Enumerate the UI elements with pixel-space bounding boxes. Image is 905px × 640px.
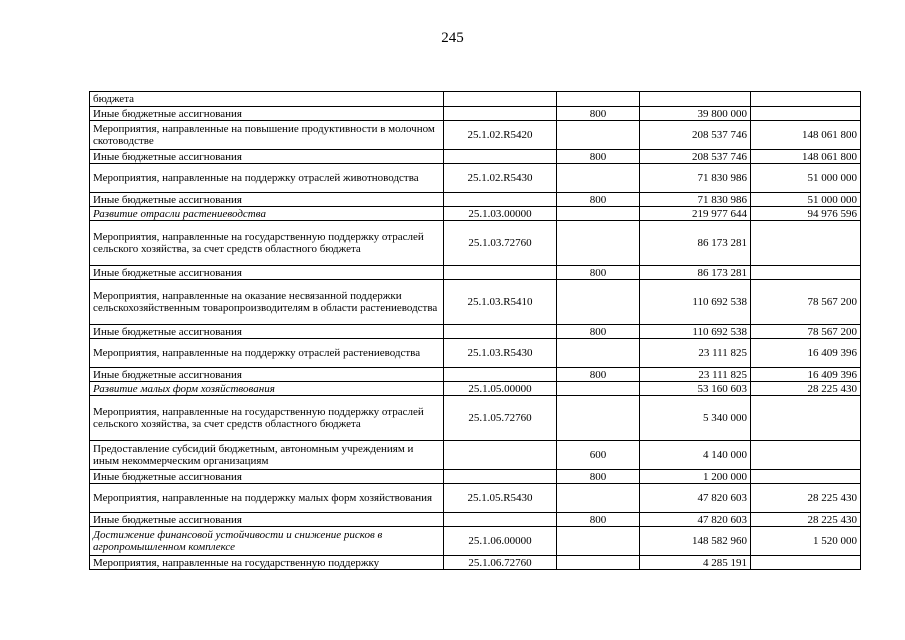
row-expense-type [557, 527, 640, 556]
row-amount-year1: 4 285 191 [640, 556, 751, 570]
row-code: 25.1.05.R5430 [444, 484, 557, 513]
row-amount-year1: 86 173 281 [640, 221, 751, 266]
table-row [90, 121, 861, 150]
row-amount-year2: 28 225 430 [751, 484, 861, 513]
row-name: Развитие малых форм хозяйствования [90, 382, 444, 396]
row-amount-year2: 148 061 800 [751, 150, 861, 164]
table-row [90, 368, 861, 382]
row-amount-year2: 16 409 396 [751, 339, 861, 368]
row-amount-year2: 51 000 000 [751, 164, 861, 193]
row-amount-year1: 148 582 960 [640, 527, 751, 556]
row-amount-year2: 94 976 596 [751, 207, 861, 221]
row-code: 25.1.05.72760 [444, 396, 557, 441]
row-amount-year2: 1 520 000 [751, 527, 861, 556]
row-name: Предоставление субсидий бюджетным, автономным учреждениям и иным некоммерческим организациям [90, 441, 444, 470]
row-name: Мероприятия, направленные на поддержку отраслей животноводства [90, 164, 444, 193]
row-expense-type: 800 [557, 325, 640, 339]
row-amount-year1: 53 160 603 [640, 382, 751, 396]
row-code [444, 266, 557, 280]
table-row [90, 150, 861, 164]
row-expense-type [557, 221, 640, 266]
row-code [444, 325, 557, 339]
row-name: Иные бюджетные ассигнования [90, 107, 444, 121]
row-expense-type: 800 [557, 470, 640, 484]
row-name: Иные бюджетные ассигнования [90, 368, 444, 382]
row-code [444, 92, 557, 107]
row-amount-year1: 47 820 603 [640, 513, 751, 527]
row-amount-year2: 16 409 396 [751, 368, 861, 382]
table-row [90, 107, 861, 121]
row-name: Иные бюджетные ассигнования [90, 266, 444, 280]
row-name: Мероприятия, направленные на повышение продуктивности в молочном скотоводстве [90, 121, 444, 150]
row-code: 25.1.06.72760 [444, 556, 557, 570]
row-amount-year1: 23 111 825 [640, 339, 751, 368]
row-amount-year1: 5 340 000 [640, 396, 751, 441]
row-amount-year2 [751, 396, 861, 441]
row-name: Развитие отрасли растениеводства [90, 207, 444, 221]
row-amount-year1: 110 692 538 [640, 280, 751, 325]
row-amount-year2 [751, 107, 861, 121]
table-row [90, 339, 861, 368]
table-row [90, 164, 861, 193]
row-amount-year1: 219 977 644 [640, 207, 751, 221]
table-row [90, 92, 861, 107]
row-code [444, 470, 557, 484]
row-code: 25.1.02.R5420 [444, 121, 557, 150]
table-row-section [90, 207, 861, 221]
row-code [444, 368, 557, 382]
row-amount-year2 [751, 266, 861, 280]
row-code: 25.1.03.00000 [444, 207, 557, 221]
row-amount-year2: 28 225 430 [751, 382, 861, 396]
row-amount-year2: 148 061 800 [751, 121, 861, 150]
row-expense-type [557, 339, 640, 368]
row-amount-year1: 110 692 538 [640, 325, 751, 339]
row-expense-type [557, 207, 640, 221]
table-row [90, 325, 861, 339]
row-amount-year1: 71 830 986 [640, 193, 751, 207]
row-expense-type [557, 280, 640, 325]
row-expense-type [557, 484, 640, 513]
row-name: Иные бюджетные ассигнования [90, 325, 444, 339]
row-name: Мероприятия, направленные на поддержку отраслей растениеводства [90, 339, 444, 368]
row-amount-year1: 1 200 000 [640, 470, 751, 484]
row-amount-year1: 208 537 746 [640, 150, 751, 164]
row-expense-type [557, 164, 640, 193]
row-code [444, 150, 557, 164]
row-amount-year2 [751, 92, 861, 107]
row-expense-type [557, 396, 640, 441]
row-amount-year2: 28 225 430 [751, 513, 861, 527]
table-row-section [90, 527, 861, 556]
table-row [90, 470, 861, 484]
row-amount-year2 [751, 556, 861, 570]
table-row [90, 441, 861, 470]
row-amount-year2 [751, 221, 861, 266]
row-amount-year1: 39 800 000 [640, 107, 751, 121]
row-name: Достижение финансовой устойчивости и снижение рисков в агропромышленном комплексе [90, 527, 444, 556]
row-amount-year1: 23 111 825 [640, 368, 751, 382]
row-code [444, 107, 557, 121]
row-expense-type: 800 [557, 266, 640, 280]
table-row [90, 221, 861, 266]
row-name: Мероприятия, направленные на оказание несвязанной поддержки сельскохозяйственным товаропроизводителям в области растениеводства [90, 280, 444, 325]
row-amount-year2: 78 567 200 [751, 325, 861, 339]
table-row [90, 484, 861, 513]
row-code: 25.1.06.00000 [444, 527, 557, 556]
row-expense-type [557, 92, 640, 107]
row-code: 25.1.03.R5410 [444, 280, 557, 325]
row-name: Мероприятия, направленные на государственную поддержку отраслей сельского хозяйства, за счет средств областного бюджета [90, 396, 444, 441]
row-name: Мероприятия, направленные на государственную поддержку [90, 556, 444, 570]
table-row [90, 266, 861, 280]
table-row [90, 396, 861, 441]
row-name: бюджета [90, 92, 444, 107]
row-expense-type: 800 [557, 107, 640, 121]
row-code: 25.1.02.R5430 [444, 164, 557, 193]
row-amount-year1: 71 830 986 [640, 164, 751, 193]
table-row [90, 280, 861, 325]
row-name: Иные бюджетные ассигнования [90, 150, 444, 164]
row-amount-year1: 86 173 281 [640, 266, 751, 280]
row-amount-year2: 78 567 200 [751, 280, 861, 325]
page-number: 245 [441, 30, 464, 46]
row-expense-type: 800 [557, 368, 640, 382]
row-code [444, 193, 557, 207]
row-amount-year2 [751, 470, 861, 484]
row-name: Мероприятия, направленные на государственную поддержку отраслей сельского хозяйства, за счет средств областного бюджета [90, 221, 444, 266]
table-row [90, 513, 861, 527]
table-row [90, 193, 861, 207]
row-name: Иные бюджетные ассигнования [90, 513, 444, 527]
row-amount-year2 [751, 441, 861, 470]
row-expense-type [557, 556, 640, 570]
row-amount-year1: 208 537 746 [640, 121, 751, 150]
row-amount-year2: 51 000 000 [751, 193, 861, 207]
row-expense-type: 600 [557, 441, 640, 470]
row-amount-year1: 4 140 000 [640, 441, 751, 470]
row-code: 25.1.05.00000 [444, 382, 557, 396]
table-row-section [90, 382, 861, 396]
row-name: Мероприятия, направленные на поддержку малых форм хозяйствования [90, 484, 444, 513]
budget-table [89, 91, 861, 570]
table-row [90, 556, 861, 570]
row-amount-year1 [640, 92, 751, 107]
row-code [444, 441, 557, 470]
row-amount-year1: 47 820 603 [640, 484, 751, 513]
row-expense-type [557, 382, 640, 396]
row-name: Иные бюджетные ассигнования [90, 470, 444, 484]
budget-table-body [90, 92, 861, 570]
row-expense-type: 800 [557, 513, 640, 527]
row-code [444, 513, 557, 527]
row-name: Иные бюджетные ассигнования [90, 193, 444, 207]
row-expense-type: 800 [557, 150, 640, 164]
row-code: 25.1.03.72760 [444, 221, 557, 266]
row-expense-type [557, 121, 640, 150]
row-code: 25.1.03.R5430 [444, 339, 557, 368]
row-expense-type: 800 [557, 193, 640, 207]
